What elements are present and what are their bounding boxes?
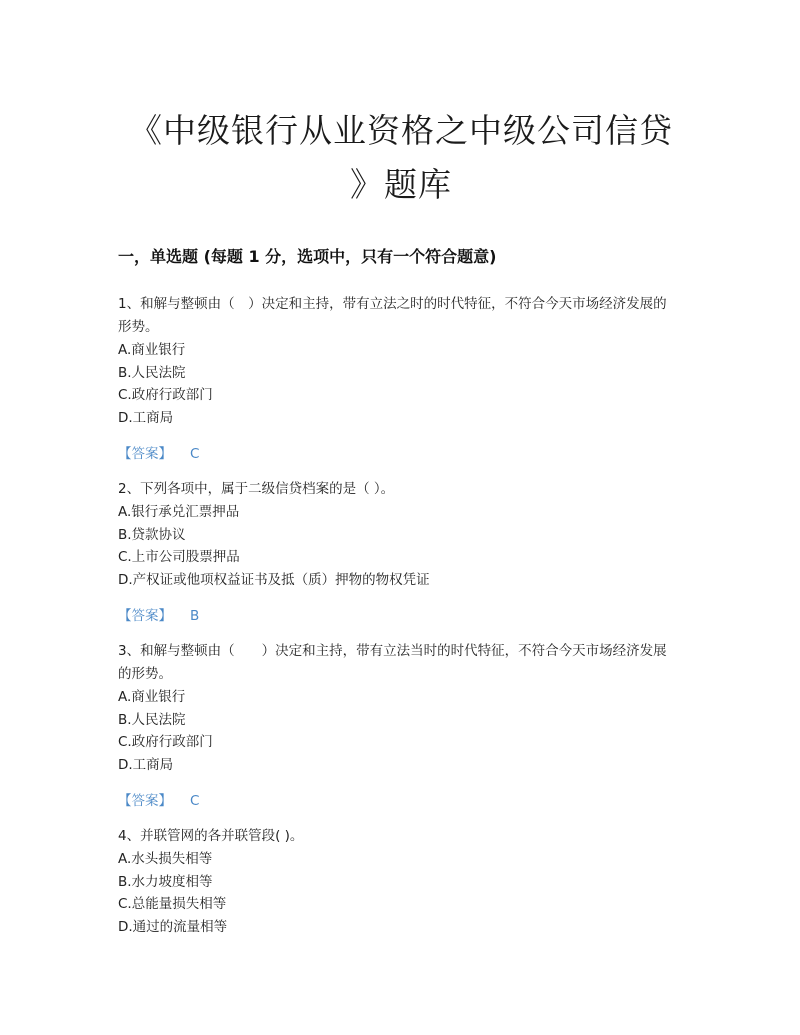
answer-label: 【答案】 [118, 446, 172, 462]
answer-value: C [190, 446, 200, 462]
document-title [118, 104, 684, 212]
answer-value: B [190, 608, 200, 624]
question-2 [118, 478, 678, 627]
option-d: D.产权证或他项权益证书及抵（质）押物的物权凭证 [118, 571, 430, 588]
document-title-line-1: 《中级银行从业资格之中级公司信贷 [129, 111, 673, 150]
question-4 [118, 825, 678, 938]
answer-label: 【答案】 [118, 608, 172, 624]
option-c: C.上市公司股票押品 [118, 549, 240, 565]
option-d: D.工商局 [118, 756, 174, 773]
question-1 [118, 293, 678, 465]
option-a: A.商业银行 [118, 342, 186, 358]
answer-label: 【答案】 [118, 793, 172, 809]
question-text: 4、并联管网的各并联管段( )。 [118, 828, 304, 844]
option-a: A.银行承兑汇票押品 [118, 504, 240, 520]
option-b: B.人民法院 [118, 364, 186, 381]
document-title-line-2: 》题库 [350, 165, 452, 204]
option-a: A.水头损失相等 [118, 851, 213, 867]
option-b: B.人民法院 [118, 711, 186, 728]
option-c: C.总能量损失相等 [118, 896, 227, 912]
option-d: D.工商局 [118, 409, 174, 426]
question-text: 1、和解与整顿由（ ）决定和主持，带有立法之时的时代特征，不符合今天市场经济发展的形势。 [118, 296, 667, 335]
question-3 [118, 640, 678, 812]
option-c: C.政府行政部门 [118, 387, 213, 403]
option-d: D.通过的流量相等 [118, 918, 228, 935]
option-a: A.商业银行 [118, 689, 186, 705]
answer-value: C [190, 793, 200, 809]
answer-row [118, 443, 678, 465]
question-text: 2、下列各项中，属于二级信贷档案的是（ ）。 [118, 481, 395, 497]
answer-row [118, 605, 678, 627]
question-text: 3、和解与整顿由（ ）决定和主持，带有立法当时的时代特征，不符合今天市场经济发展的形势。 [118, 643, 667, 682]
option-b: B.水力坡度相等 [118, 873, 213, 890]
option-b: B.贷款协议 [118, 526, 186, 543]
section-heading: 一，单选题 (每题 1 分，选项中，只有一个符合题意) [118, 247, 497, 266]
answer-row [118, 790, 678, 812]
option-c: C.政府行政部门 [118, 734, 213, 750]
